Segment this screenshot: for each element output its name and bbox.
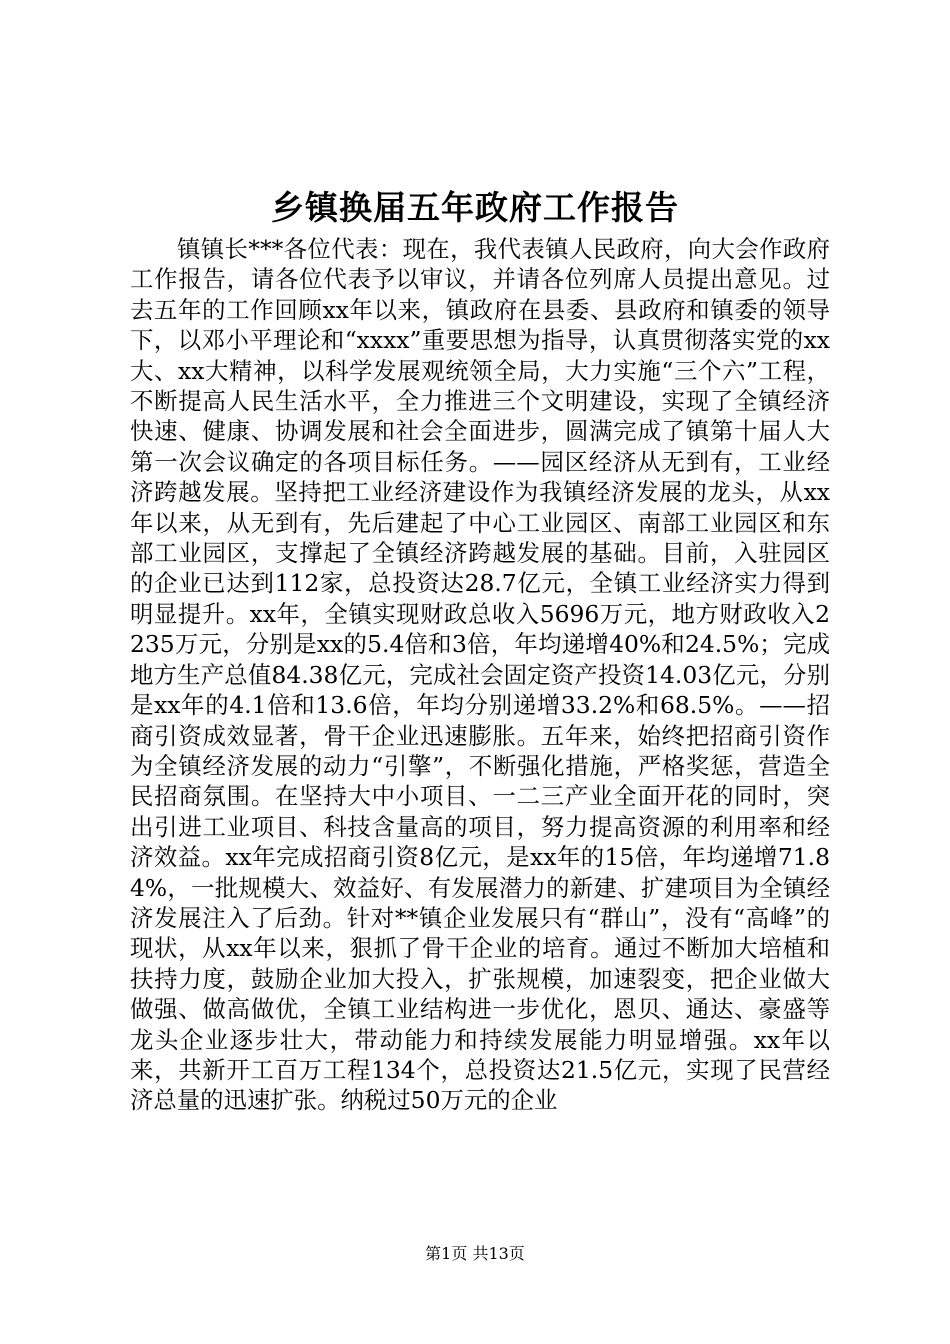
page-number-footer: 第1页 共13页 bbox=[425, 1244, 525, 1263]
document-title: 乡镇换届五年政府工作报告 bbox=[271, 188, 679, 227]
document-body-paragraph: 镇镇长***各位代表：现在，我代表镇人民政府，向大会作政府工作报告，请各位代表予以审议，并请各位列席人员提出意见。过去五年的工作回顾xx年以来，镇政府在县委、县政府和镇委的领导下，以邓小平理论和“xxxx”重要思想为指导，认真贯彻落实党的xx大、xx大精神，以科学发展观统领全局，大力实施“三个六”工程，不断提高人民生活水平，全力推进三个文明建设，实现了全镇经济快速、健康、协调发展和社会全面进步，圆满完成了镇第十届人大第一次会议确定的各项目标任务。——园区经济从无到有，工业经济跨越发展。坚持把工业经济建设作为我镇经济发展的龙头，从xx年以来，从无到有，先后建起了中心工业园区、南部工业园区和东部工业园区，支撑起了全镇经济跨越发展的基础。目前，入驻园区的企业已达到112家，总投资达28.7亿元，全镇工业经济实力得到明显提升。xx年，全镇实现财政总收入5696万元，地方财政收入2235万元，分别是xx的5.4倍和3倍，年均递增40%和24.5%；完成地方生产总值84.38亿元，完成社会固定资产投资14.03亿元，分别是xx年的4.1倍和13.6倍，年均分别递增33.2%和68.5%。——招商引资成效显著，骨干企业迅速膨胀。五年来，始终把招商引资作为全镇经济发展的动力“引擎”，不断强化措施，严格奖惩，营造全民招商氛围。在坚持大中小项目、一二三产业全面开花的同时，突出引进工业项目、科技含量高的项目，努力提高资源的利用率和经济效益。xx年完成招商引资8亿元，是xx年的15倍，年均递增71.84%，一批规模大、效益好、有发展潜力的新建、扩建项目为全镇经济发展注入了后劲。针对**镇企业发展只有“群山”，没有“高峰”的现状，从xx年以来，狠抓了骨干企业的培育。通过不断加大培植和扶持力度，鼓励企业加大投入，扩张规模，加速裂变，把企业做大做强、做高做优，全镇工业结构进一步优化，恩贝、通达、豪盛等龙头企业逐步壮大，带动能力和持续发展能力明显增强。xx年以来，共新开工百万工程134个，总投资达21.5亿元，实现了民营经济总量的迅速扩张。纳税过50万元的企业 bbox=[130, 235, 830, 1115]
